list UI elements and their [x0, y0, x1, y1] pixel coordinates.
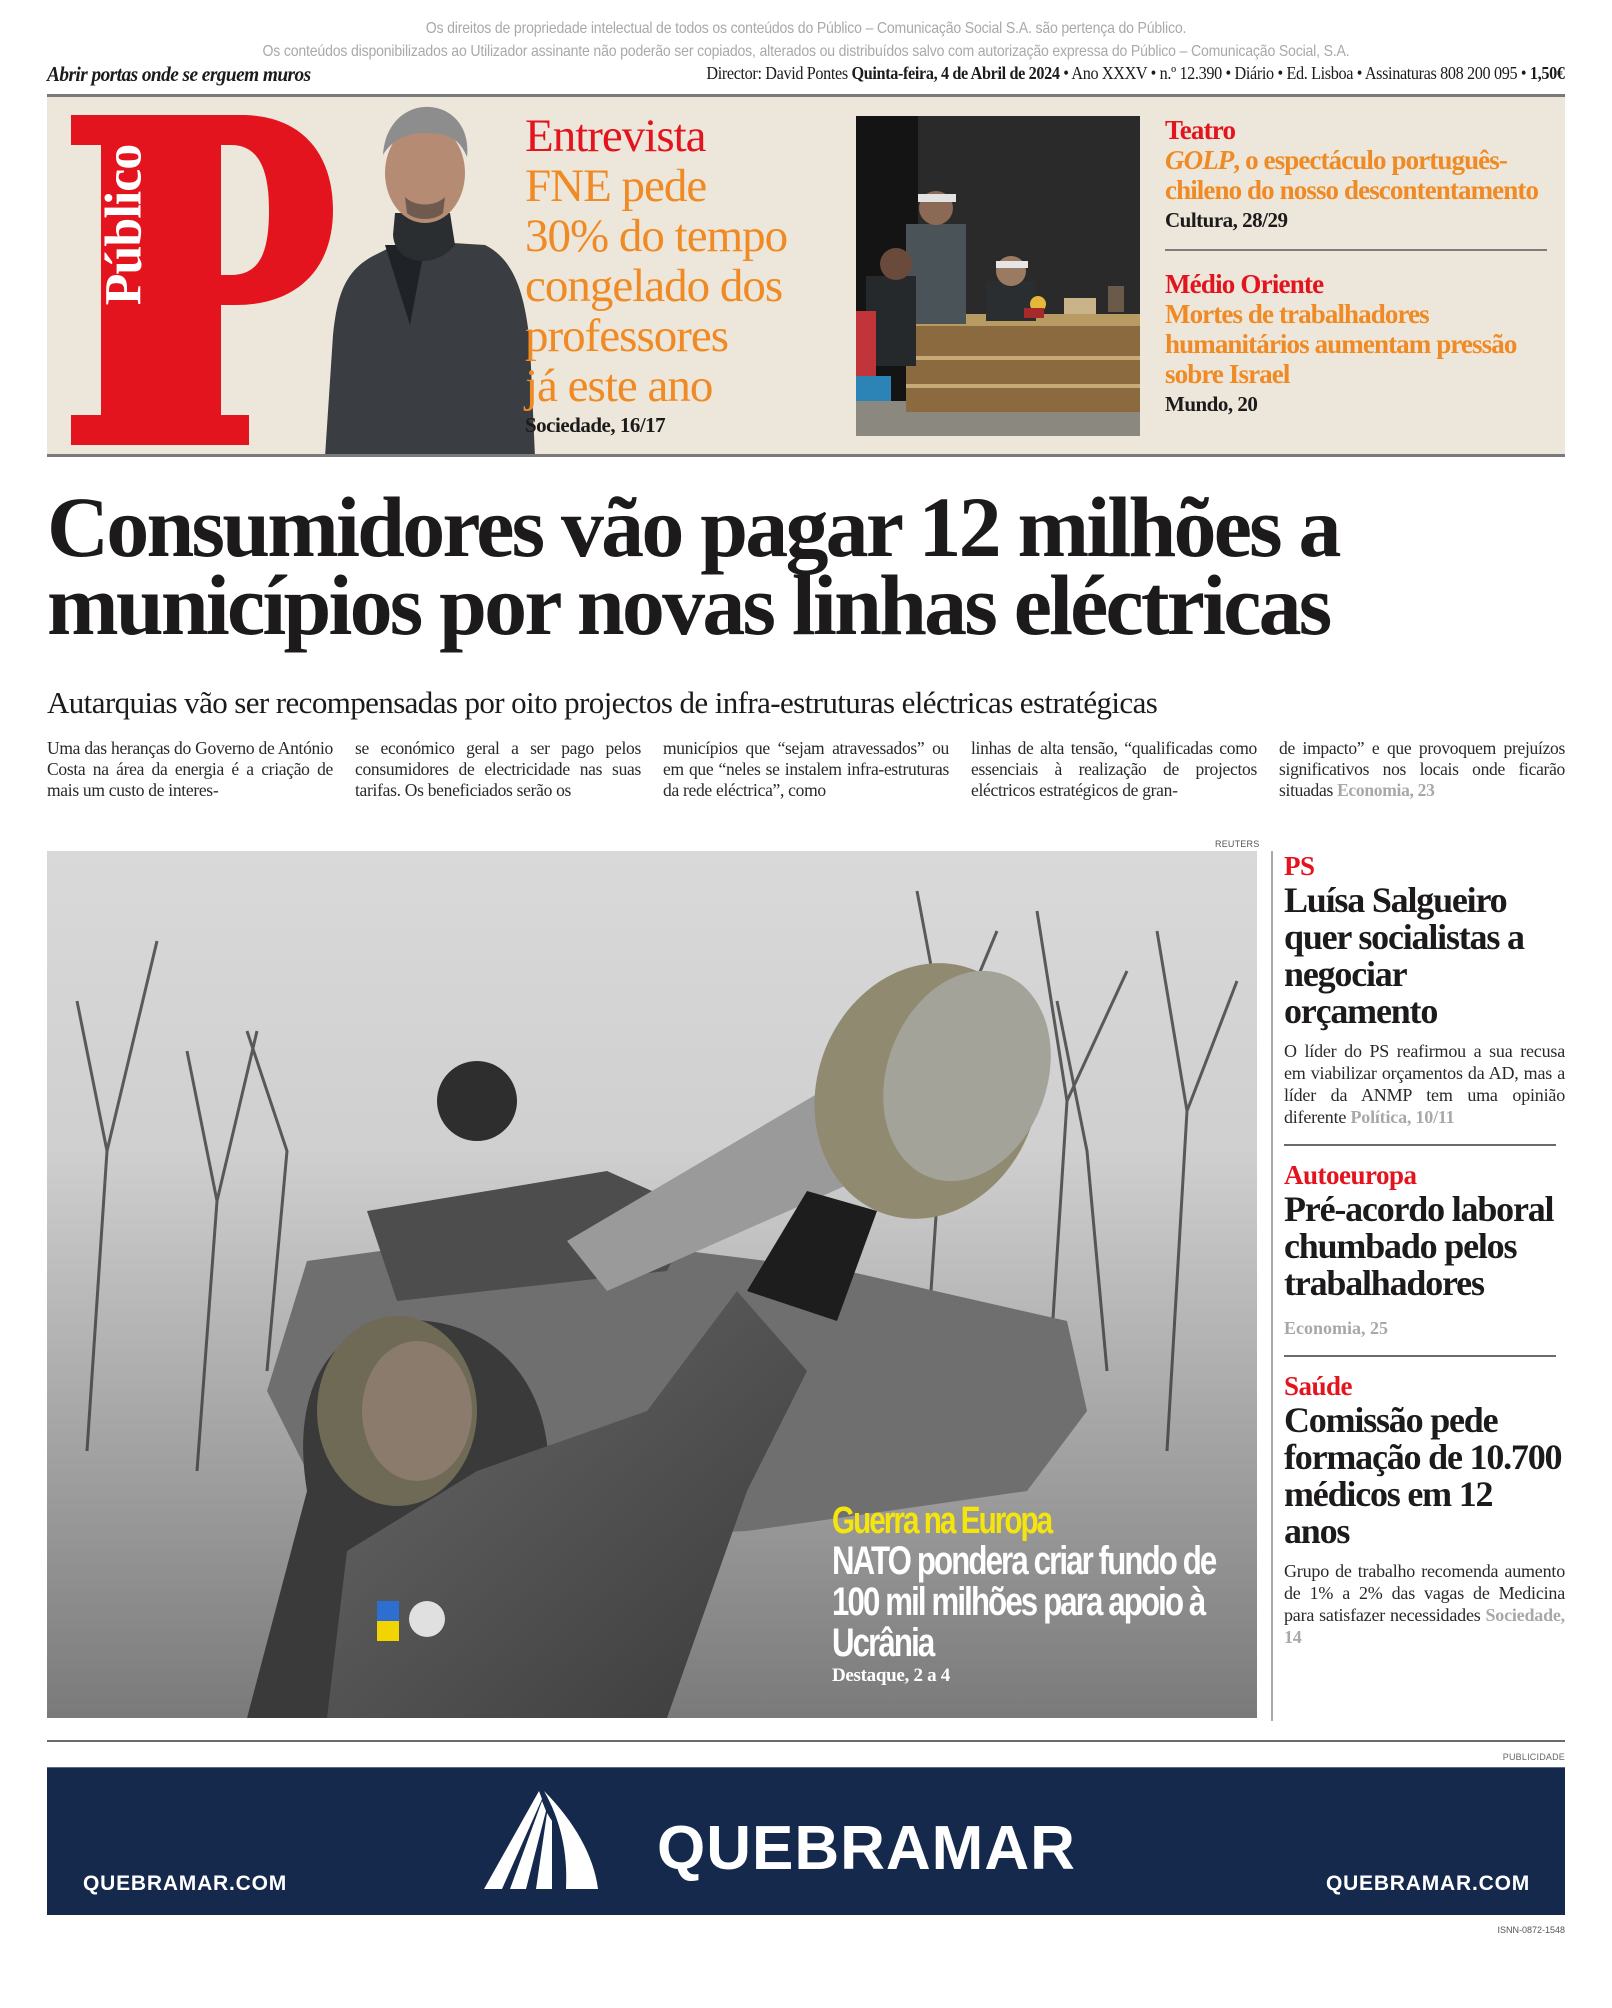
- sidebar-headline: Luísa Salgueiro quer socialistas a negociar orçamento: [1284, 880, 1524, 1031]
- photo-headline: NATO pondera criar fundo de 100 mil milhões para apoio à Ucrânia: [832, 1539, 1216, 1665]
- interview-headline-line: já este ano: [525, 360, 713, 412]
- divider: [1284, 1355, 1556, 1357]
- secondary-teasers: [1165, 115, 1555, 419]
- sidebar-headline: Comissão pede formação de 10.700 médicos em 12 anos: [1284, 1400, 1562, 1551]
- sidebar-kicker: Saúde: [1284, 1371, 1353, 1401]
- publico-wordmark: Público: [95, 144, 153, 306]
- photo-credit: REUTERS: [1215, 839, 1260, 849]
- issn: ISNN-0872-1548: [1497, 1925, 1565, 1935]
- teaser-kicker: Teatro: [1165, 115, 1236, 145]
- divider: [1284, 1144, 1556, 1146]
- interview-headline-line: FNE pede: [525, 160, 707, 212]
- sidebar-kicker: PS: [1284, 851, 1315, 881]
- teaser-kicker: Médio Oriente: [1165, 269, 1324, 299]
- photo-section-ref: Destaque, 2 a 4: [832, 1665, 950, 1686]
- copyright-notice-line-2: Os conteúdos disponibilizados ao Utilizador assinante não poderão ser copiados, alterados ou distribuídos salvo com autorização expressa do Público – Comunicação Social, S.A.: [262, 43, 1350, 60]
- teaser-middle-east[interactable]: [1165, 269, 1555, 419]
- advert-url-left[interactable]: QUEBRAMAR.COM: [83, 1872, 288, 1895]
- interview-headline-line: 30% do tempo: [525, 210, 788, 262]
- lead-section-ref[interactable]: Economia, 23: [1337, 780, 1435, 800]
- teaser-section-ref: Cultura, 28/29: [1165, 208, 1288, 232]
- dateline: [707, 63, 1565, 84]
- sidebar-story-saude[interactable]: [1284, 1371, 1565, 1648]
- tagline: Abrir portas onde se erguem muros: [47, 62, 311, 86]
- teaser-headline: Mortes de trabalhadores humanitários aumentam pressão sobre Israel: [1165, 299, 1517, 389]
- price: 1,50€: [1530, 63, 1565, 83]
- sidebar-story-autoeuropa[interactable]: [1284, 1160, 1565, 1339]
- issue-details: • Ano XXXV • n.º 12.390 • Diário • Ed. Lisboa • Assinaturas 808 200 095 •: [1063, 63, 1527, 83]
- advert-brand: QUEBRAMAR: [657, 1814, 1076, 1883]
- sidebar-story-ps[interactable]: [1284, 851, 1565, 1128]
- body-column: Uma das heranças do Governo de António Costa na área da energia é a criação de mais um custo de interes-: [47, 738, 333, 800]
- issue-date: Quinta-feira, 4 de Abril de 2024: [851, 63, 1061, 83]
- lead-headline[interactable]: Consumidores vão pagar 12 milhões a municípios por novas linhas eléctricas: [47, 479, 1339, 653]
- lead-subhead: Autarquias vão ser recompensadas por oito projectos de infra-estruturas eléctricas estratégicas: [47, 685, 1158, 720]
- interview-headline-line: congelado dos: [525, 260, 783, 312]
- quebramar-advert[interactable]: [47, 1767, 1565, 1915]
- interview-kicker: Entrevista: [525, 110, 706, 162]
- divider: [1165, 249, 1547, 251]
- body-column: se económico geral a ser pago pelos consumidores de electricidade nas suas tarifas. Os beneficiados serão os: [355, 738, 641, 800]
- lead-body: [47, 738, 1565, 801]
- top-panel: [47, 94, 1565, 457]
- interviewee-photo: [285, 95, 547, 457]
- director: Director: David Pontes: [706, 63, 849, 83]
- body-column: linhas de alta tensão, “qualificadas como essenciais à realização de projectos eléctricos estratégicos de gran-: [971, 738, 1257, 800]
- sidebar-text: O líder do PS reafirmou a sua recusa em viabilizar orçamentos da AD, mas a líder da ANMP tem uma opinião diferente Política, 10/11: [1284, 1041, 1565, 1127]
- sail-icon: [484, 1791, 598, 1889]
- main-photo[interactable]: [47, 851, 1257, 1718]
- page-divider: [47, 1740, 1565, 1742]
- interview-headline-line: professores: [525, 310, 729, 362]
- sidebar-headline: Pré-acordo laboral chumbado pelos trabalhadores: [1284, 1189, 1554, 1303]
- advert-url-right[interactable]: QUEBRAMAR.COM: [1325, 1872, 1530, 1895]
- photo-kicker: Guerra na Europa: [832, 1500, 1052, 1542]
- body-column: municípios que “sejam atravessados” ou em que “neles se instalem infra-estruturas da rede eléctrica”, como: [663, 738, 949, 800]
- theatre-photo: [856, 116, 1140, 436]
- sidebar-text: Grupo de trabalho recomenda aumento de 1% a 2% das vagas de Medicina para satisfazer necessidades Sociedade, 14: [1284, 1561, 1565, 1647]
- sidebar: [1271, 851, 1565, 1721]
- body-column: de impacto” e que provoquem prejuízos significativos nos locais onde ficarão situadas Economia, 23: [1279, 738, 1565, 800]
- teaser-theatre[interactable]: [1165, 115, 1555, 235]
- sidebar-section-ref: Política, 10/11: [1350, 1107, 1455, 1127]
- copyright-notice-line-1: Os direitos de propriedade intelectual de todos os conteúdos do Público – Comunicação Social S.A. são pertença do Público.: [425, 20, 1187, 37]
- sidebar-kicker: Autoeuropa: [1284, 1160, 1417, 1190]
- sidebar-section-ref: Sociedade, 14: [1284, 1605, 1565, 1647]
- photo-caption: [832, 1501, 1252, 1687]
- sidebar-section-ref: Economia, 25: [1284, 1318, 1389, 1338]
- teaser-section-ref: Mundo, 20: [1165, 392, 1258, 416]
- interview-teaser[interactable]: [525, 111, 855, 438]
- interview-section-ref: Sociedade, 16/17: [525, 413, 666, 437]
- teaser-headline: GOLP, o espectáculo português-chileno do nosso descontentamento: [1165, 145, 1539, 205]
- advert-label: PUBLICIDADE: [1502, 1752, 1565, 1762]
